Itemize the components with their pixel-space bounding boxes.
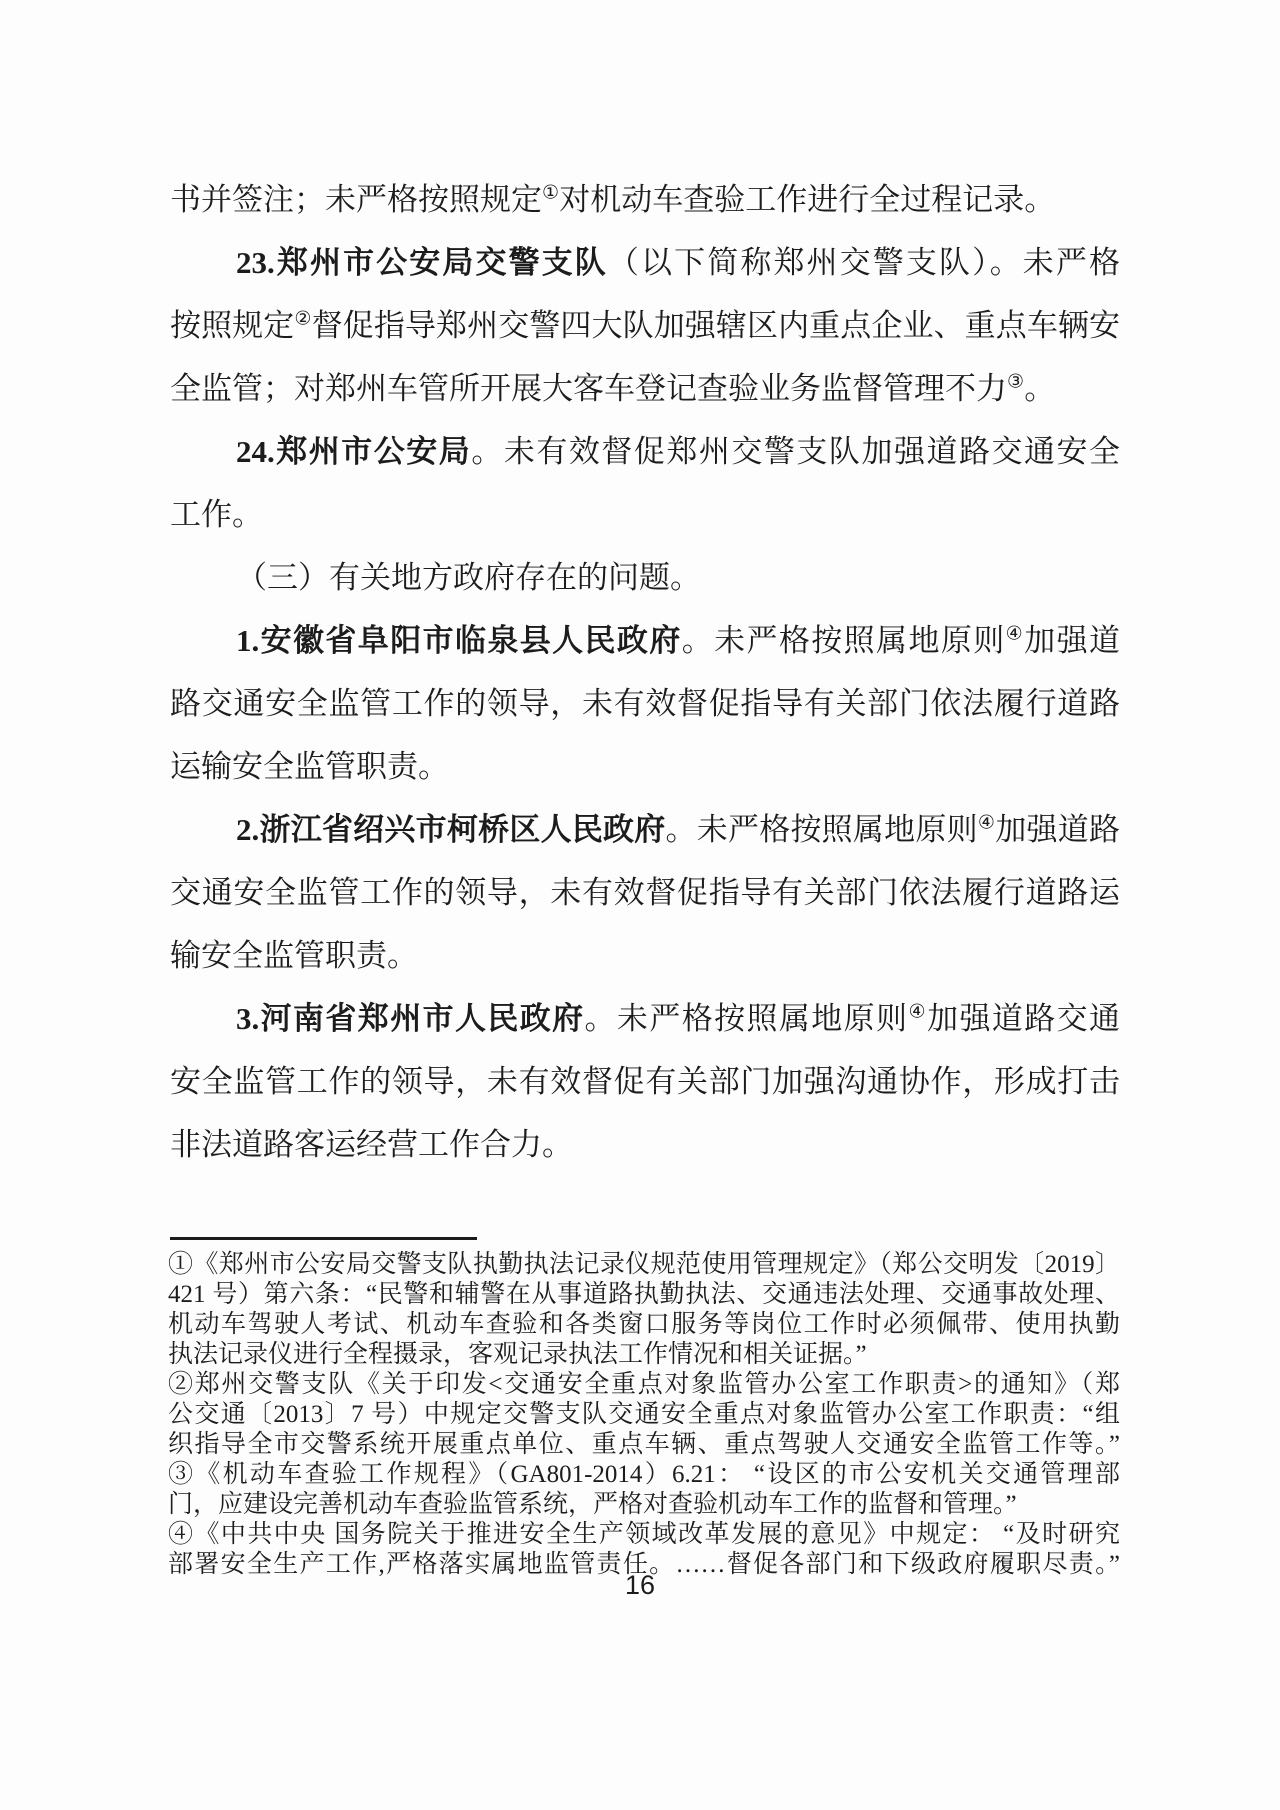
body-run: 。未严格按照属地原则 (681, 623, 1006, 658)
body-run: 全监管；对郑州车管所开展大客车登记查验业务监督管理不力 (170, 371, 1007, 406)
body-run: 。 (1024, 371, 1056, 406)
body-run: 输安全监管职责。 (170, 938, 418, 973)
body-run: 按照规定 (170, 308, 295, 343)
body-text (170, 168, 1120, 1176)
footnote-reference-mark: ③ (1007, 371, 1025, 393)
footnote-reference-mark: ④ (977, 812, 996, 834)
body-run: 交通安全监管工作的领导，未有效督促指导有关部门依法履行道路运 (170, 875, 1120, 910)
body-run: 路交通安全监管工作的领导，未有效督促指导有关部门依法履行道路 (170, 686, 1120, 721)
body-line (170, 483, 1120, 546)
footnote-reference-mark: ④ (908, 1001, 928, 1023)
body-run: 加强道路交通 (927, 1001, 1121, 1036)
item-heading-text: 24.郑州市公安局 (236, 434, 472, 469)
body-run: （以下简称郑州交警支队）。未严格 (607, 245, 1121, 280)
body-run: 加强道路 (995, 812, 1121, 847)
body-line (170, 672, 1120, 735)
body-run: 加强道 (1024, 623, 1121, 658)
body-run: 安全监管工作的领导，未有效督促有关部门加强沟通协作，形成打击 (170, 1064, 1120, 1099)
item-heading-text: 3.河南省郑州市人民政府 (236, 1001, 585, 1036)
body-line (170, 798, 1120, 861)
item-heading-text: 2.浙江省绍兴市柯桥区人民政府 (236, 812, 666, 847)
footnote-line: 织指导全市交警系统开展重点单位、重点车辆、重点驾驶人交通安全监管工作等。” (168, 1431, 1120, 1458)
body-line (170, 861, 1120, 924)
body-run: 运输安全监管职责。 (170, 749, 449, 784)
footnote-line: ④《中共中央 国务院关于推进安全生产领域改革发展的意见》中规定： “及时研究 (168, 1521, 1120, 1548)
footnote-divider (170, 1237, 477, 1240)
footnote-line: 421 号）第六条：“民警和辅警在从事道路执勤执法、交通违法处理、交通事故处理、 (168, 1281, 1120, 1308)
page-number: 16 (624, 1570, 656, 1600)
body-line (170, 546, 1120, 609)
body-line (170, 1113, 1120, 1176)
footnote-line: 门，应建设完善机动车查验监管系统，严格对查验机动车工作的监督和管理。” (168, 1491, 1017, 1518)
footnote-line: 机动车驾驶人考试、机动车查验和各类窗口服务等岗位工作时必须佩带、使用执勤 (168, 1311, 1120, 1338)
body-line (170, 168, 1120, 231)
body-line (170, 924, 1120, 987)
body-run: 督促指导郑州交警四大队加强辖区内重点企业、重点车辆安 (311, 308, 1121, 343)
footnote-reference-mark: ① (542, 182, 560, 204)
body-line (170, 357, 1120, 420)
body-line (170, 735, 1120, 798)
footnote-reference-mark: ④ (1005, 623, 1025, 645)
body-line (170, 609, 1120, 672)
footnote-line: 公交通〔2013〕7 号）中规定交警支队交通安全重点对象监管办公室工作职责：“组 (168, 1401, 1120, 1428)
footnote-line: 执法记录仪进行全程摄录，客观记录执法工作情况和相关证据。” (168, 1341, 867, 1368)
body-run: 工作。 (170, 497, 263, 532)
body-run: 。未有效督促郑州交警支队加强道路交通安全 (471, 434, 1121, 469)
footnote-line: ③《机动车查验工作规程》（GA801-2014）6.21： “设区的市公安机关交通管理部 (168, 1461, 1120, 1488)
body-run: 书并签注；未严格按照规定 (170, 182, 542, 217)
body-line (170, 294, 1120, 357)
body-run: （三）有关地方政府存在的问题。 (236, 560, 701, 595)
body-line (170, 987, 1120, 1050)
body-run: 。未严格按照属地原则 (584, 1001, 909, 1036)
body-line (170, 1050, 1120, 1113)
body-line (170, 420, 1120, 483)
body-run: 非法道路客运经营工作合力。 (170, 1127, 573, 1162)
footnote-line: ①《郑州市公安局交警支队执勤执法记录仪规范使用管理规定》（郑公交明发〔2019〕 (168, 1251, 1120, 1278)
body-run: 对机动车查验工作进行全过程记录。 (559, 182, 1056, 217)
body-run: 。未严格按照属地原则 (665, 812, 978, 847)
footnotes (168, 1250, 1120, 1580)
item-heading-text: 23.郑州市公安局交警支队 (236, 245, 608, 280)
footnote-line: ②郑州交警支队《关于印发<交通安全重点对象监管办公室工作职责>的通知》（郑 (168, 1371, 1120, 1398)
body-line (170, 231, 1120, 294)
item-heading-text: 1.安徽省阜阳市临泉县人民政府 (236, 623, 682, 658)
footnote-reference-mark: ② (294, 308, 312, 330)
footnote-line: 部署安全生产工作,严格落实属地监管责任。……督促各部门和下级政府履职尽责。” (168, 1551, 1120, 1578)
